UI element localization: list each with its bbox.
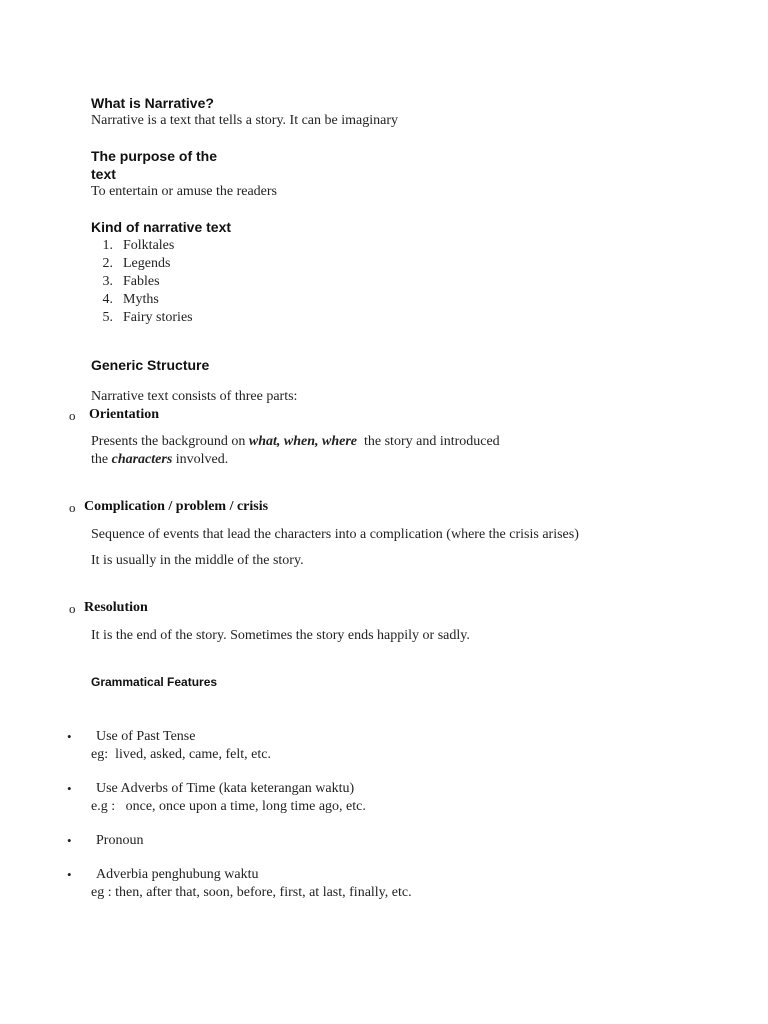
heading-purpose-line1: The purpose of the <box>91 148 217 164</box>
paragraph-complication-1: Sequence of events that lead the characters into a complication (where the crisis arises) <box>91 527 579 542</box>
feature-title: Use Adverbs of Time (kata keterangan waktu) <box>96 781 355 796</box>
bullet-dot: • <box>67 781 72 796</box>
heading-grammatical-features: Grammatical Features <box>91 675 218 689</box>
list-item: 4. Myths <box>102 292 159 307</box>
feature-example: eg: lived, asked, came, felt, etc. <box>91 747 271 762</box>
paragraph-purpose: To entertain or amuse the readers <box>91 184 277 199</box>
section-title-orientation: Orientation <box>89 407 159 422</box>
feature-example: e.g : once, once upon a time, long time ago, etc. <box>91 799 366 814</box>
feature-title: Pronoun <box>96 833 144 848</box>
paragraph-orientation-line2: the characters involved. <box>91 452 229 467</box>
section-title-complication: Complication / problem / crisis <box>84 499 269 514</box>
bullet-dot: • <box>67 867 72 882</box>
heading-what-is-narrative: What is Narrative? <box>91 95 214 111</box>
heading-generic-structure: Generic Structure <box>91 357 210 373</box>
paragraph-orientation-line1: Presents the background on what, when, where the story and introduced <box>91 434 500 449</box>
feature-title: Adverbia penghubung waktu <box>96 867 259 882</box>
bullet-dot: • <box>67 729 72 744</box>
kinds-list <box>91 237 193 327</box>
list-item: 3. Fables <box>102 274 160 289</box>
paragraph-structure-intro: Narrative text consists of three parts: <box>91 389 298 404</box>
paragraph-resolution: It is the end of the story. Sometimes the story ends happily or sadly. <box>91 628 470 643</box>
list-item: 2. Legends <box>102 256 171 271</box>
heading-purpose-line2: text <box>91 166 116 182</box>
heading-kind-of-narrative: Kind of narrative text <box>91 219 232 235</box>
feature-title: Use of Past Tense <box>96 729 196 744</box>
feature-example: eg : then, after that, soon, before, first, at last, finally, etc. <box>91 885 412 900</box>
bullet-marker: o <box>69 601 76 616</box>
bullet-marker: o <box>69 408 76 423</box>
list-item: 5. Fairy stories <box>102 310 193 325</box>
list-item: 1. Folktales <box>102 238 175 253</box>
section-title-resolution: Resolution <box>84 600 148 615</box>
bullet-marker: o <box>69 500 76 515</box>
paragraph-narrative-definition: Narrative is a text that tells a story. It can be imaginary <box>91 113 398 128</box>
bullet-dot: • <box>67 833 72 848</box>
paragraph-complication-2: It is usually in the middle of the story. <box>91 553 304 568</box>
